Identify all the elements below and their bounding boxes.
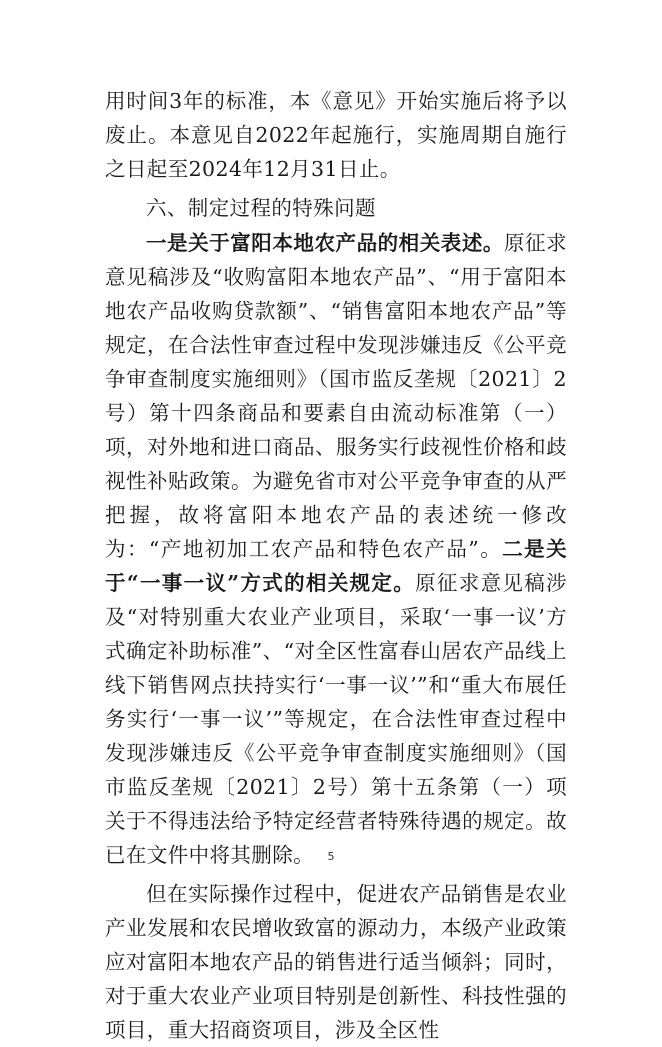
continuation-paragraph: 用时间3年的标准，本《意见》开始实施后将予以废止。本意见自2022年起施行，实施周期自施行之日起至2024年12月31日止。: [105, 89, 567, 181]
special-issues-paragraph: [105, 226, 567, 872]
issue-one-lead: 一是关于富阳本地农产品的相关表述。: [146, 231, 504, 255]
issue-one-body: 原征求意见稿涉及“收购富阳本地农产品”、“用于富阳本地农产品收购贷款额”、“销售富阳本地农产品”等规定，在合法性审查过程中发现涉嫌违反《公平竞争审查制度实施细则》（国市监反垄规〔2021〕2号）第十四条商品和要素自由流动标准第（一）项，对外地和进口商品、服务实行歧视性价格和歧视性补贴政策。为避免省市对公平竞争审查的从严把握，故将富阳本地农产品的表述统一修改为：“产地初加工农产品和特色农产品”。: [105, 231, 567, 561]
section-heading: 六、制定过程的特殊问题: [146, 196, 376, 220]
page-number: 5: [327, 850, 335, 863]
practice-paragraph: 但在实际操作过程中，促进农产品销售是农业产业发展和农民增收致富的源动力，本级产业政策应对富阳本地农产品的销售进行适当倾斜；同时，对于重大农业产业项目特别是创新性、科技性强的项目，重大招商资项目，涉及全区性: [105, 882, 567, 1042]
issue-two-lead: 二是关于“一事一议”方式的相关规定。: [105, 537, 568, 595]
document-body: [105, 84, 567, 1047]
issue-two-body: 原征求意见稿涉及“对特别重大农业产业项目，采取‘一事一议’方式确定补助标准”、“对全区性富春山居农产品线上线下销售网点扶持实行‘一事一议’”和“重大布展任务实行‘一事一议’”等规定，在合法性审查过程中发现涉嫌违反《公平竞争审查制度实施细则》（国市监反垄规〔2021〕2号）第十五条第（一）项关于不得违法给予特定经营者特殊待遇的规定。故已在文件中将其删除。: [105, 571, 567, 867]
